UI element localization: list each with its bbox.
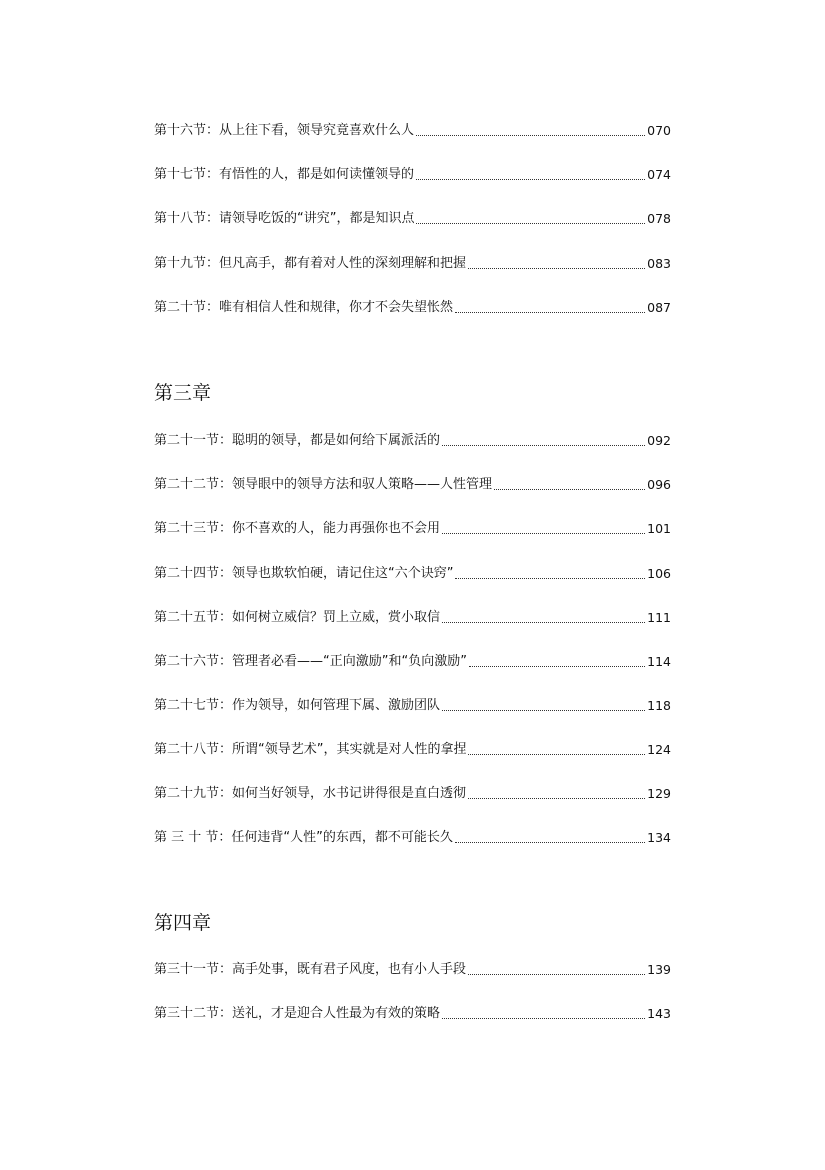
dot-leader xyxy=(442,444,645,446)
toc-entry-page: 114 xyxy=(647,654,671,669)
dot-leader xyxy=(455,311,645,313)
toc-entry-title: 第二十一节：聪明的领导，都是如何给下属派活的 xyxy=(154,433,441,448)
toc-entry-page: 106 xyxy=(647,566,671,581)
toc-entry-page: 070 xyxy=(647,123,671,138)
toc-entry[interactable] xyxy=(154,957,671,979)
toc-entry-page: 074 xyxy=(647,167,671,182)
toc-entry-page: 092 xyxy=(647,433,671,448)
dot-leader xyxy=(468,973,645,975)
toc-entry-title: 第二十二节：领导眼中的领导方法和驭人策略——人性管理 xyxy=(154,477,493,492)
toc-entry[interactable] xyxy=(154,561,671,583)
toc-entry-page: 129 xyxy=(647,786,671,801)
toc-entry[interactable] xyxy=(154,162,671,184)
toc-entry-title: 第二十八节：所谓“领导艺术”，其实就是对人性的拿捏 xyxy=(154,742,467,757)
toc-entry-page: 087 xyxy=(647,300,671,315)
chapter-heading: 第三章 xyxy=(154,382,212,404)
toc-entry[interactable] xyxy=(154,118,671,140)
toc-entry-title: 第三十一节：高手处事，既有君子风度，也有小人手段 xyxy=(154,962,467,977)
toc-entry[interactable] xyxy=(154,781,671,803)
toc-entry-title: 第二十三节：你不喜欢的人，能力再强你也不会用 xyxy=(154,521,441,536)
toc-entry-title: 第十八节：请领导吃饭的“讲究”，都是知识点 xyxy=(154,211,415,226)
dot-leader xyxy=(468,753,645,755)
toc-entry[interactable] xyxy=(154,737,671,759)
toc-entry[interactable] xyxy=(154,295,671,317)
toc-entry-page: 139 xyxy=(647,962,671,977)
toc-entry[interactable] xyxy=(154,825,671,847)
chapter-heading: 第四章 xyxy=(154,912,212,934)
toc-entry-page: 083 xyxy=(647,256,671,271)
toc-entry-page: 096 xyxy=(647,477,671,492)
toc-entry-title: 第二十四节：领导也欺软怕硬，请记住这“六个诀窍” xyxy=(154,566,454,581)
toc-entry-title: 第二十五节：如何树立威信？罚上立威，赏小取信 xyxy=(154,610,441,625)
dot-leader xyxy=(442,1017,645,1019)
toc-entry[interactable] xyxy=(154,472,671,494)
toc-entry-page: 118 xyxy=(647,698,671,713)
toc-entry-title: 第十七节：有悟性的人，都是如何读懂领导的 xyxy=(154,167,415,182)
dot-leader xyxy=(468,797,645,799)
dot-leader xyxy=(416,134,645,136)
dot-leader xyxy=(455,841,645,843)
toc-entry-title: 第二十九节：如何当好领导，水书记讲得很是直白透彻 xyxy=(154,786,467,801)
toc-entry[interactable] xyxy=(154,1001,671,1023)
toc-entry[interactable] xyxy=(154,605,671,627)
dot-leader xyxy=(442,532,645,534)
toc-entry-page: 078 xyxy=(647,211,671,226)
dot-leader xyxy=(494,488,645,490)
toc-entry[interactable] xyxy=(154,693,671,715)
toc-entry-title: 第十六节：从上往下看，领导究竟喜欢什么人 xyxy=(154,123,415,138)
dot-leader xyxy=(442,621,645,623)
toc-entry-title: 第二十七节：作为领导，如何管理下属、激励团队 xyxy=(154,698,441,713)
toc-entry-page: 143 xyxy=(647,1006,671,1021)
dot-leader xyxy=(416,178,645,180)
toc-entry-title: 第二十节：唯有相信人性和规律，你才不会失望怅然 xyxy=(154,300,454,315)
toc-entry[interactable] xyxy=(154,251,671,273)
toc-entry[interactable] xyxy=(154,428,671,450)
dot-leader xyxy=(442,709,645,711)
dot-leader xyxy=(416,222,645,224)
toc-entry-title: 第二十六节：管理者必看——“正向激励”和“负向激励” xyxy=(154,654,467,669)
toc-entry-page: 101 xyxy=(647,521,671,536)
toc-entry-title: 第十九节：但凡高手，都有着对人性的深刻理解和把握 xyxy=(154,256,467,271)
dot-leader xyxy=(468,267,645,269)
toc-entry-page: 124 xyxy=(647,742,671,757)
toc-entry-title: 第三十二节：送礼，才是迎合人性最为有效的策略 xyxy=(154,1006,441,1021)
toc-entry[interactable] xyxy=(154,649,671,671)
toc-entry-page: 111 xyxy=(647,610,671,625)
toc-entry[interactable] xyxy=(154,206,671,228)
toc-entry-title: 第 三 十 节：任何违背“人性”的东西，都不可能长久 xyxy=(154,830,453,845)
toc-entry[interactable] xyxy=(154,516,671,538)
dot-leader xyxy=(469,665,645,667)
toc-entry-page: 134 xyxy=(647,830,671,845)
dot-leader xyxy=(455,577,645,579)
